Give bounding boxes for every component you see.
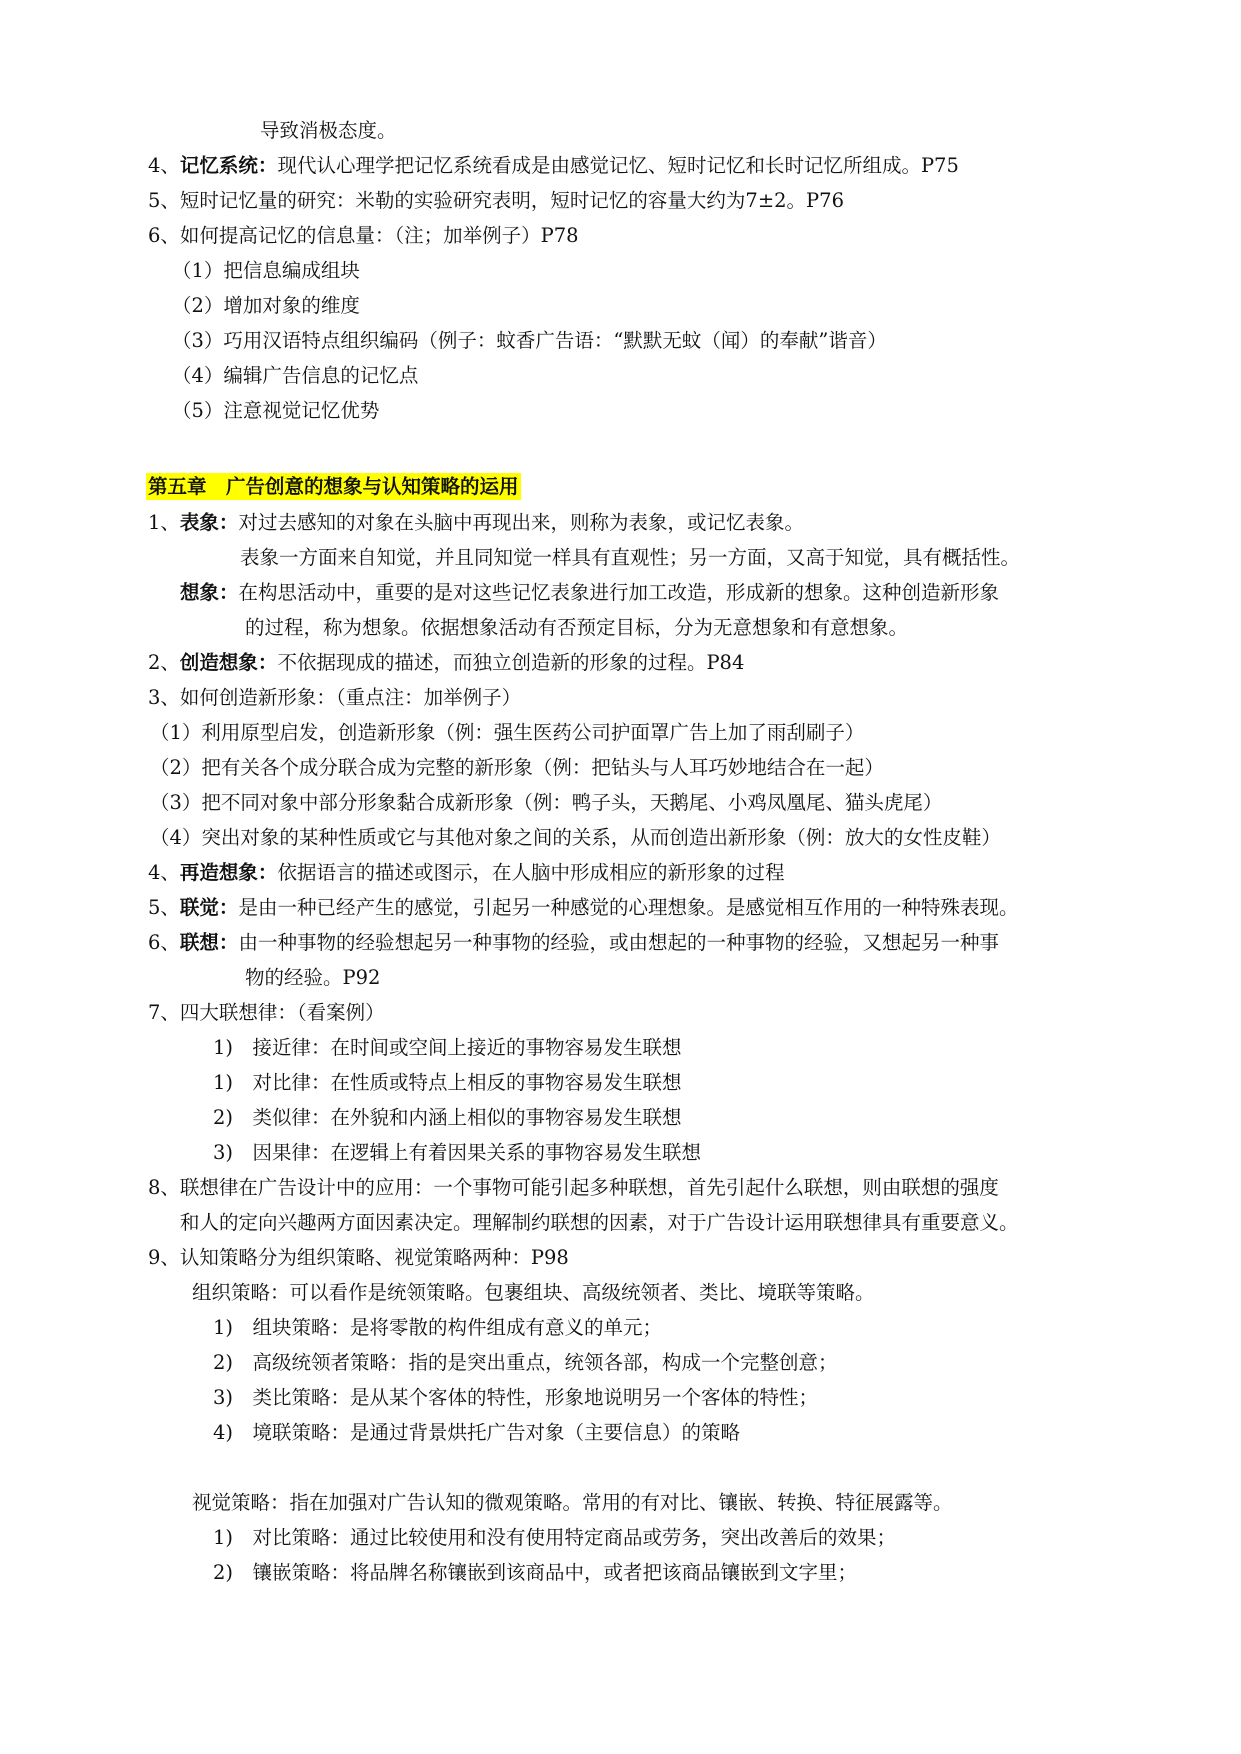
term-label: 创造想象： xyxy=(179,651,278,674)
list-item-synesthesia: 5、联觉：是由一种已经产生的感觉，引起另一种感觉的心理想象。是感觉相互作用的一种特殊表现。 xyxy=(148,896,1019,919)
sub-item: 2) 类似律：在外貌和内涵上相似的事物容易发生联想 xyxy=(213,1106,682,1129)
sub-item: 3) 类比策略：是从某个客体的特性，形象地说明另一个客体的特性； xyxy=(213,1386,819,1409)
sub-item: 1) 组块策略：是将零散的构件组成有意义的单元； xyxy=(213,1316,663,1339)
list-item-reproductive-imagination: 4、再造想象：依据语言的描述或图示，在人脑中形成相应的新形象的过程 xyxy=(148,861,785,884)
list-item: 6、如何提高记忆的信息量：（注；加举例子）P78 xyxy=(148,224,579,247)
sub-item: （2）增加对象的维度 xyxy=(172,294,360,317)
term-label: 记忆系统： xyxy=(179,154,278,177)
sub-item: （3）巧用汉语特点组织编码（例子：蚊香广告语：“默默无蚊（闻）的奉献”谐音） xyxy=(172,329,887,352)
sub-item: 3) 因果律：在逻辑上有着因果关系的事物容易发生联想 xyxy=(213,1141,702,1164)
sub-item: （2）把有关各个成分联合成为完整的新形象（例：把钻头与人耳巧妙地结合在一起） xyxy=(150,756,884,779)
sub-item: （5）注意视觉记忆优势 xyxy=(172,399,380,422)
text-line: 物的经验。P92 xyxy=(245,966,381,989)
sub-item: （4）编辑广告信息的记忆点 xyxy=(172,364,419,387)
term-label: 想象： xyxy=(180,581,239,604)
text-line: 组织策略：可以看作是统领策略。包裹组块、高级统领者、类比、境联等策略。 xyxy=(192,1281,875,1304)
text-line: 的过程，称为想象。依据想象活动有否预定目标，分为无意想象和有意想象。 xyxy=(245,616,909,639)
sub-item: （4）突出对象的某种性质或它与其他对象之间的关系，从而创造出新形象（例：放大的女性皮鞋） xyxy=(150,826,1001,849)
list-item: 9、认知策略分为组织策略、视觉策略两种：P98 xyxy=(148,1246,569,1269)
term-label: 表象： xyxy=(179,511,239,534)
term-label: 联觉： xyxy=(179,896,239,919)
sub-item: 1) 接近律：在时间或空间上接近的事物容易发生联想 xyxy=(213,1036,682,1059)
text-line: 导致消极态度。 xyxy=(260,119,397,142)
text-line: 和人的定向兴趣两方面因素决定。理解制约联想的因素，对于广告设计运用联想律具有重要意义。 xyxy=(180,1211,1019,1234)
sub-item: 1) 对比律：在性质或特点上相反的事物容易发生联想 xyxy=(213,1071,682,1094)
list-item: 8、联想律在广告设计中的应用：一个事物可能引起多种联想，首先引起什么联想，则由联想的强度 xyxy=(148,1176,999,1199)
term-label: 联想： xyxy=(179,931,239,954)
sub-item: 4) 境联策略：是通过背景烘托广告对象（主要信息）的策略 xyxy=(213,1421,741,1444)
sub-item: 1) 对比策略：通过比较使用和没有使用特定商品或劳务，突出改善后的效果； xyxy=(213,1526,897,1549)
definition-imagination: 想象：在构思活动中，重要的是对这些记忆表象进行加工改造，形成新的想象。这种创造新形象 xyxy=(180,581,1000,604)
term-label: 再造想象： xyxy=(179,861,278,884)
list-item-association: 6、联想：由一种事物的经验想起另一种事物的经验，或由想起的一种事物的经验，又想起另一种事 xyxy=(148,931,999,954)
sub-item: 2) 镶嵌策略：将品牌名称镶嵌到该商品中，或者把该商品镶嵌到文字里； xyxy=(213,1561,858,1584)
chapter-heading: 第五章 广告创意的想象与认知策略的运用 xyxy=(148,475,519,498)
text-line: 视觉策略：指在加强对广告认知的微观策略。常用的有对比、镶嵌、转换、特征展露等。 xyxy=(192,1491,953,1514)
list-item: 7、四大联想律：（看案例） xyxy=(148,1001,385,1024)
list-item-creative-imagination: 2、创造想象：不依据现成的描述，而独立创造新的形象的过程。P84 xyxy=(148,651,745,674)
sub-item: 2) 高级统领者策略：指的是突出重点，统领各部，构成一个完整创意； xyxy=(213,1351,838,1374)
sub-item: （1）利用原型启发，创造新形象（例：强生医药公司护面罩广告上加了雨刮刷子） xyxy=(150,721,865,744)
list-item-representation: 1、表象：对过去感知的对象在头脑中再现出来，则称为表象，或记忆表象。 xyxy=(148,511,804,534)
list-item: 3、如何创造新形象：（重点注：加举例子） xyxy=(148,686,522,709)
list-item: 5、短时记忆量的研究：米勒的实验研究表明，短时记忆的容量大约为7±2。P76 xyxy=(148,189,844,212)
sub-item: （3）把不同对象中部分形象黏合成新形象（例：鸭子头，天鹅尾、小鸡凤凰尾、猫头虎尾） xyxy=(150,791,943,814)
list-item-memory-system: 4、记忆系统：现代认心理学把记忆系统看成是由感觉记忆、短时记忆和长时记忆所组成。P75 xyxy=(148,154,959,177)
text-line: 表象一方面来自知觉，并且同知觉一样具有直观性；另一方面，又高于知觉，具有概括性。 xyxy=(240,546,1021,569)
sub-item: （1）把信息编成组块 xyxy=(172,259,360,282)
